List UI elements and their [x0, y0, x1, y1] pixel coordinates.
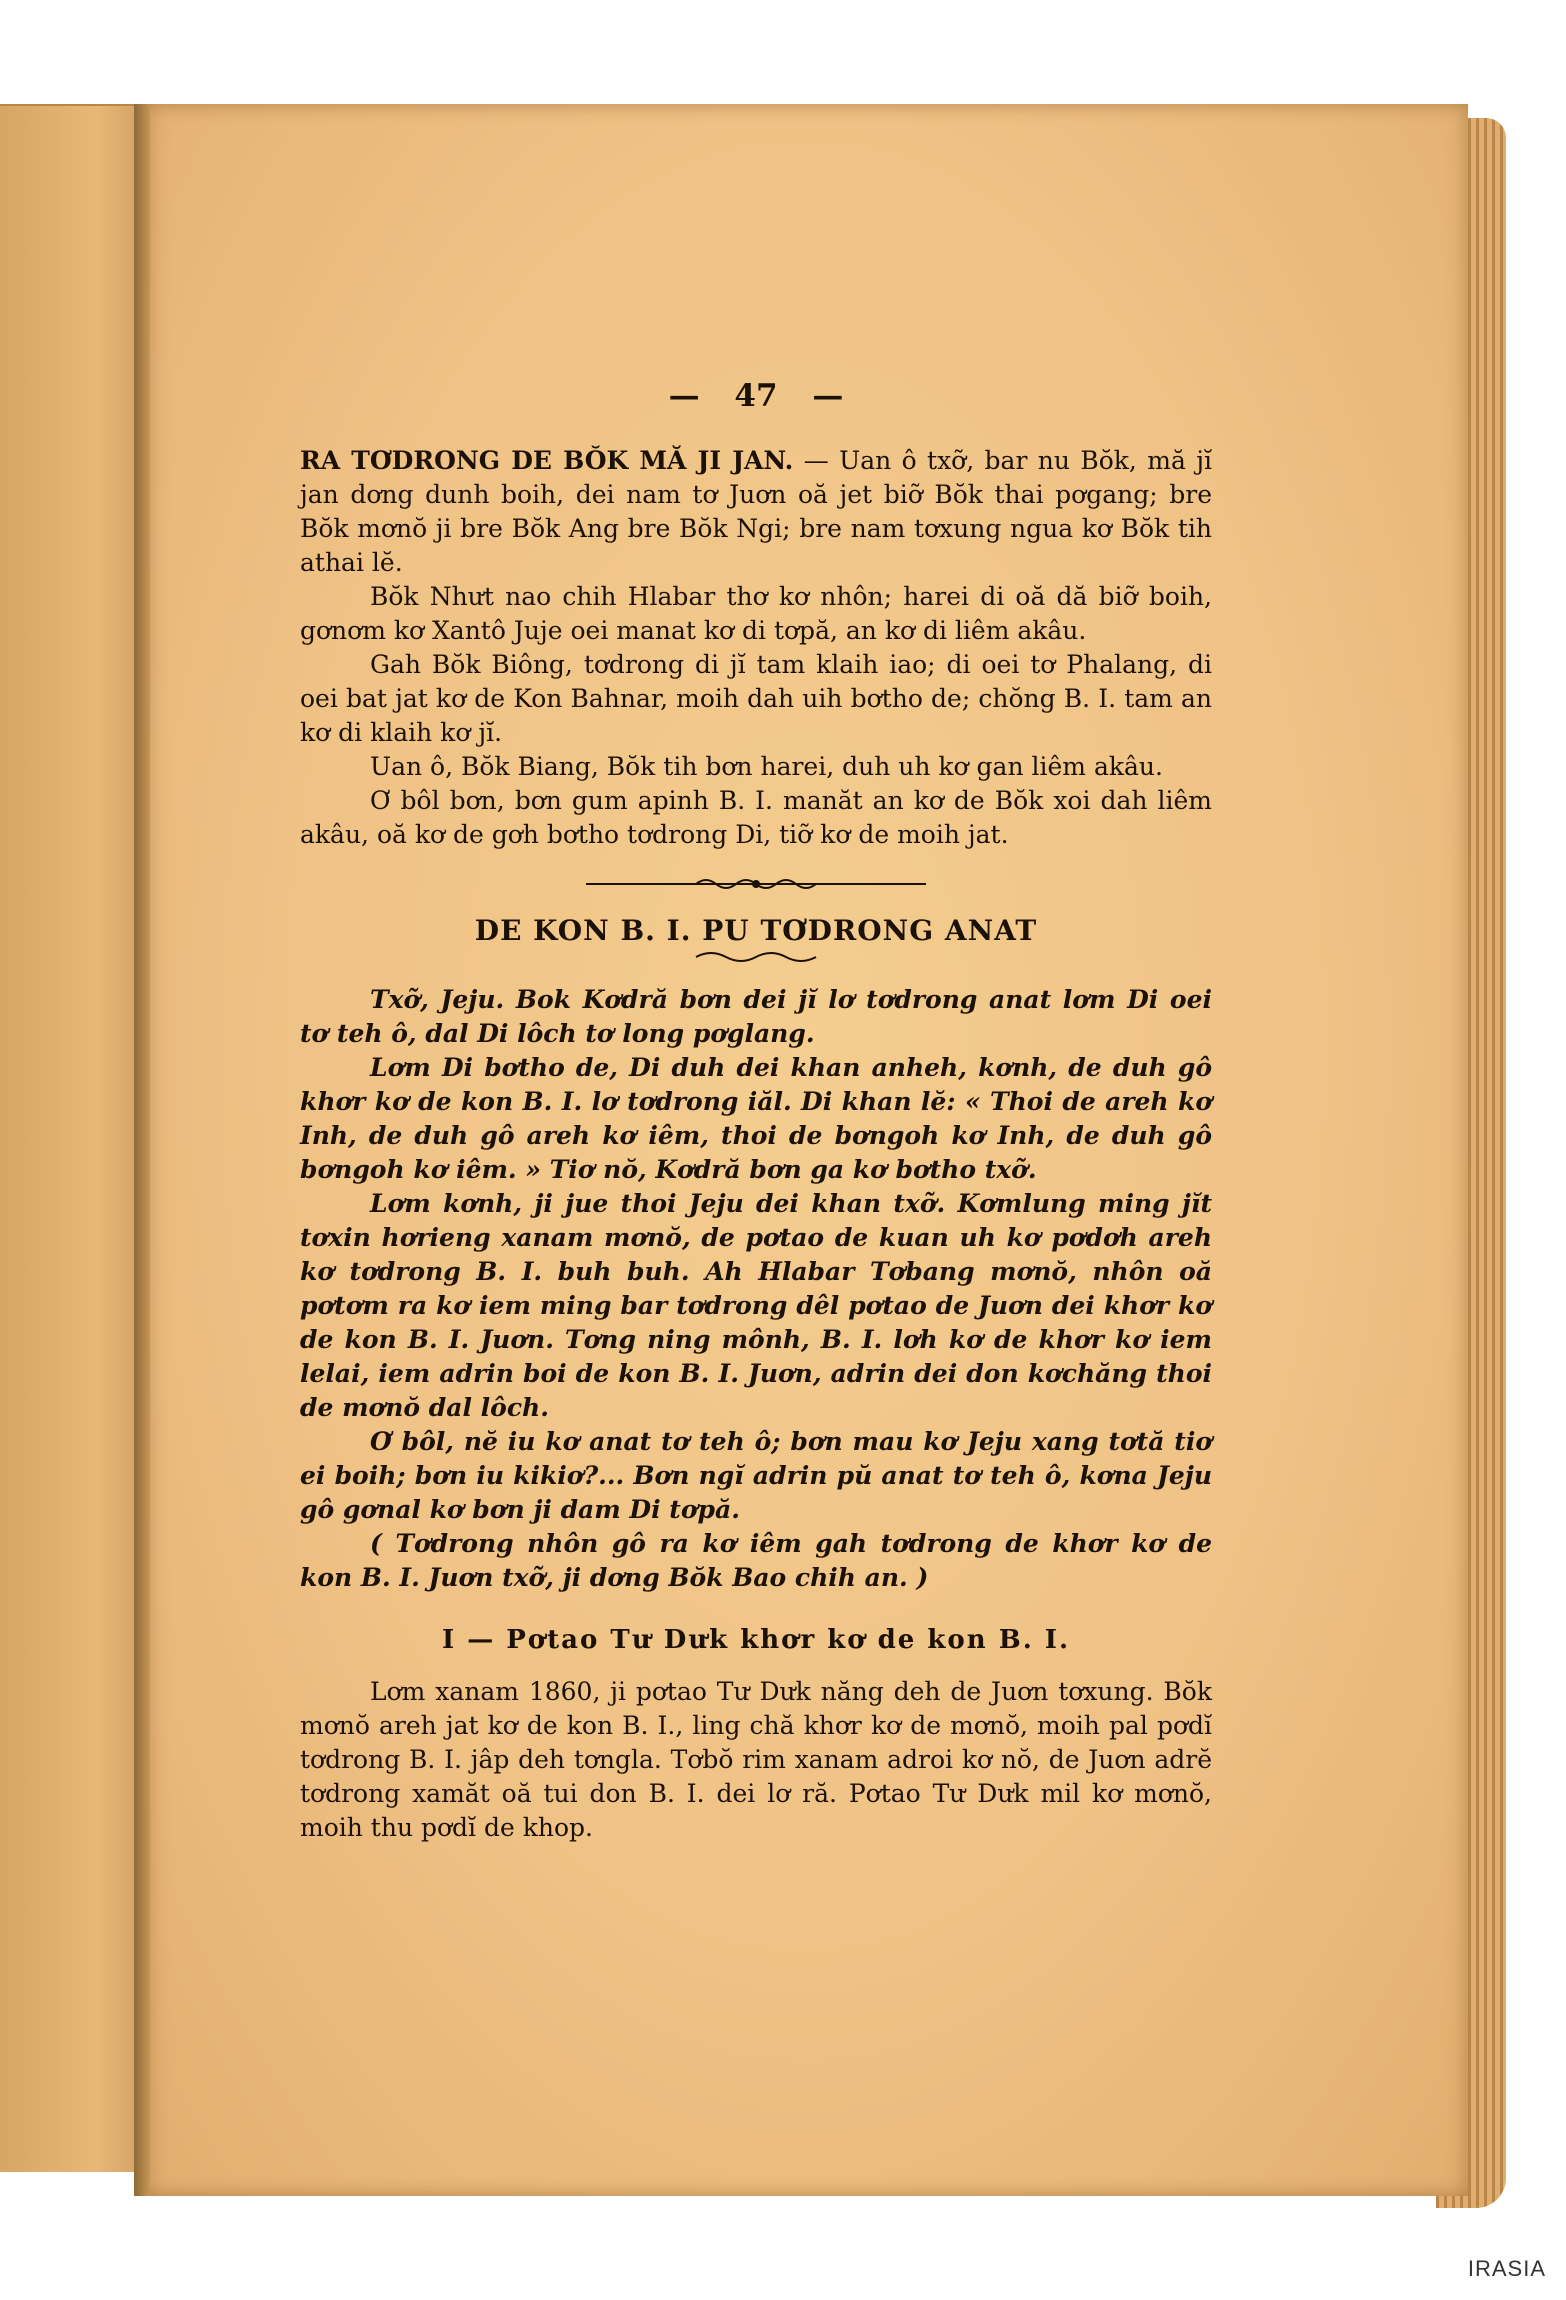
section1-paragraph-5: Ơ bôl bơn, bơn gum apinh B. I. manăt an kơ de Bŏk xoi dah liêm akâu, oă kơ de gơh bơtho tơdrong Di, tiỡ kơ de moih jat.: [300, 786, 1212, 849]
page-number-dash-right: —: [812, 378, 844, 414]
section2-title: DE KON B. I. PU TƠDRONG ANAT: [474, 914, 1038, 947]
section2-paragraph-1: Txỡ, Jeju. Bok Kơdră bơn dei jĭ lơ tơdrong anat lơm Di oei tơ teh ô, dal Di lôch tơ long pơglang.: [300, 985, 1212, 1048]
left-page-edge: [0, 104, 138, 2172]
irasia-watermark: IRASIA: [1467, 2256, 1546, 2281]
section1-lead-text: — Uan ô txỡ, bar nu Bŏk, mă jĭ jan dơng dunh boih, dei nam tơ Juơn oă jet biỡ Bŏk thai pơgang; bre Bŏk mơnŏ ji bre Bŏk Ang bre Bŏk Ngi; bre nam tơxung ngua kơ Bŏk tih athai lĕ.: [300, 446, 1212, 577]
section1-paragraph-2: Bŏk Nhưt nao chih Hlabar thơ kơ nhôn; harei di oă dă biỡ boih, gơnơm kơ Xantô Juje oei manat kơ di tơpă, an kơ di liêm akâu.: [300, 582, 1212, 645]
page-content: [300, 362, 1212, 1845]
section3-paragraph-1: Lơm xanam 1860, ji pơtao Tư Dưk năng deh de Juơn tơxung. Bŏk mơnŏ areh jat kơ de kon B. I., ling chă khơr kơ de mơnŏ, moih pal pơdĭ tơdrong B. I. jâp deh tơngla. Tơbŏ rim xanam adroi kơ nŏ, de Juơn adrĕ tơdrong xamăt oă tui don B. I. dei lơ ră. Pơtao Tư Dưk mil kơ mơnŏ, moih thu pơdĭ de khop.: [300, 1677, 1212, 1842]
section2-paragraph-3: Lơm kơnh, ji jue thoi Jeju dei khan txỡ. Kơmlung ming jĭt tơxin hơrieng xanam mơnŏ, de pơtao de kuan uh kơ pơdơh areh kơ tơdrong B. I. buh buh. Ah Hlabar Tơbang mơnŏ, nhôn oă pơtơm ra kơ iem ming bar tơdrong dêl pơtao de Juơn dei khơr kơ de kon B. I. Juơn. Tơng ning mônh, B. I. lơh kơ de khơr kơ iem lelai, iem adrin boi de kon B. I. Juơn, adrin dei don kơchăng thoi de mơnŏ dal lôch.: [300, 1189, 1212, 1422]
page-number: 47: [734, 378, 778, 414]
section2-paragraph-5: ( Tơdrong nhôn gô ra kơ iêm gah tơdrong de khơr kơ de kon B. I. Juơn txỡ, ji dơng Bŏk Bao chih an. ): [300, 1529, 1212, 1592]
section1-paragraph-1: [300, 444, 1212, 580]
section1-paragraph-3: Gah Bŏk Biông, tơdrong di jĭ tam klaih iao; di oei tơ Phalang, di oei bat jat kơ de Kon Bahnar, moih dah uih bơtho de; chŏng B. I. tam an kơ di klaih kơ jĭ.: [300, 650, 1212, 747]
section2-paragraph-2: Lơm Di bơtho de, Di duh dei khan anheh, kơnh, de duh gô khơr kơ de kon B. I. lơ tơdrong iăl. Di khan lĕ: « Thoi de areh kơ Inh, de duh gô areh kơ iêm, thoi de bơngoh kơ Inh, de duh gô bơngoh kơ iêm. » Tiơ nŏ, Kơdră bơn ga kơ bơtho txỡ.: [300, 1053, 1212, 1184]
page-number-dash-left: —: [668, 378, 700, 414]
page-number-line: [300, 378, 1212, 414]
book-gutter: [134, 104, 150, 2196]
ornament-divider: [586, 874, 926, 894]
section1-paragraph-4: Uan ô, Bŏk Biang, Bŏk tih bơn harei, duh uh kơ gan liêm akâu.: [370, 752, 1163, 781]
title-ornament: [691, 951, 821, 963]
section1-lead: RA TƠDRONG DE BŎK MĂ JI JAN.: [300, 446, 794, 475]
section2-paragraph-4: Ơ bôl, nĕ iu kơ anat tơ teh ô; bơn mau kơ Jeju xang tơtă tiơ ei boih; bơn iu kikiơ?... Bơn ngĭ adrin pŭ anat tơ teh ô, kơna Jeju gô gơnal kơ bơn ji dam Di tơpă.: [300, 1427, 1212, 1524]
section3-heading: I — Pơtao Tư Dưk khơr kơ de kon B. I.: [441, 1625, 1071, 1655]
